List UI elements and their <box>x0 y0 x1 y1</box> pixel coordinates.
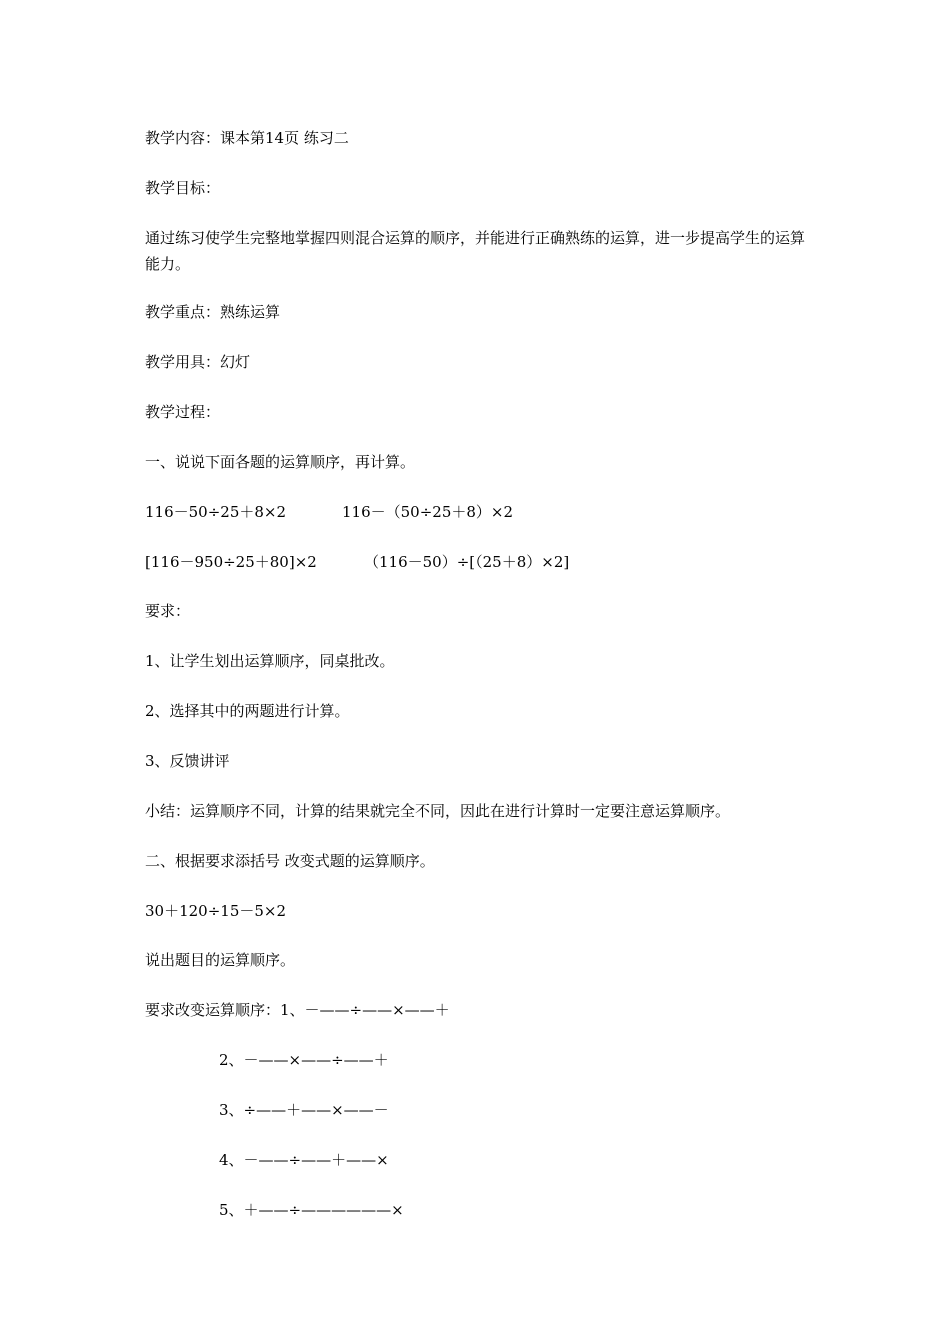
change-order-2: 2、－——×——÷——＋ <box>219 1051 389 1069</box>
requirement-item-2: 2、选择其中的两题进行计算。 <box>145 702 350 720</box>
teaching-objective-heading: 教学目标： <box>145 179 221 197</box>
teaching-tools-line: 教学用具：幻灯 <box>145 353 251 371</box>
teaching-process-heading: 教学过程： <box>145 403 221 421</box>
teaching-focus-line: 教学重点：熟练运算 <box>145 303 281 321</box>
part-one-heading: 一、说说下面各题的运算顺序，再计算。 <box>145 453 416 471</box>
requirement-item-1: 1、让学生划出运算顺序，同桌批改。 <box>145 652 395 670</box>
summary-line: 小结：运算顺序不同，计算的结果就完全不同，因此在进行计算时一定要注意运算顺序。 <box>145 802 731 820</box>
requirement-item-3: 3、反馈讲评 <box>145 752 230 770</box>
expression-row-1 <box>145 499 514 525</box>
expression-1a: 116－50÷25＋8×2 <box>145 503 287 521</box>
requirement-heading: 要求： <box>145 602 191 620</box>
teaching-content-line: 教学内容：课本第14页 练习二 <box>145 129 349 147</box>
expression-2a: [116－950÷25＋80]×2 <box>145 553 317 571</box>
expression-2b: （116－50）÷[（25＋8）×2] <box>364 553 570 571</box>
say-order-line: 说出题目的运算顺序。 <box>145 951 296 969</box>
expression-3: 30＋120÷15－5×2 <box>145 902 287 920</box>
change-order-4: 4、－——÷——＋——× <box>219 1151 389 1169</box>
change-order-1: 要求改变运算顺序：1、－——÷——×——＋ <box>145 1001 450 1019</box>
part-two-heading: 二、根据要求添括号 改变式题的运算顺序。 <box>145 852 435 870</box>
change-order-5: 5、＋——÷——————× <box>219 1201 404 1219</box>
teaching-objective-text: 通过练习使学生完整地掌握四则混合运算的顺序，并能进行正确熟练的运算，进一步提高学生的运算能力。 <box>145 229 806 273</box>
change-order-3: 3、÷——＋——×——－ <box>219 1101 389 1119</box>
expression-row-2 <box>145 549 570 575</box>
expression-1b: 116－（50÷25＋8）×2 <box>342 503 514 521</box>
